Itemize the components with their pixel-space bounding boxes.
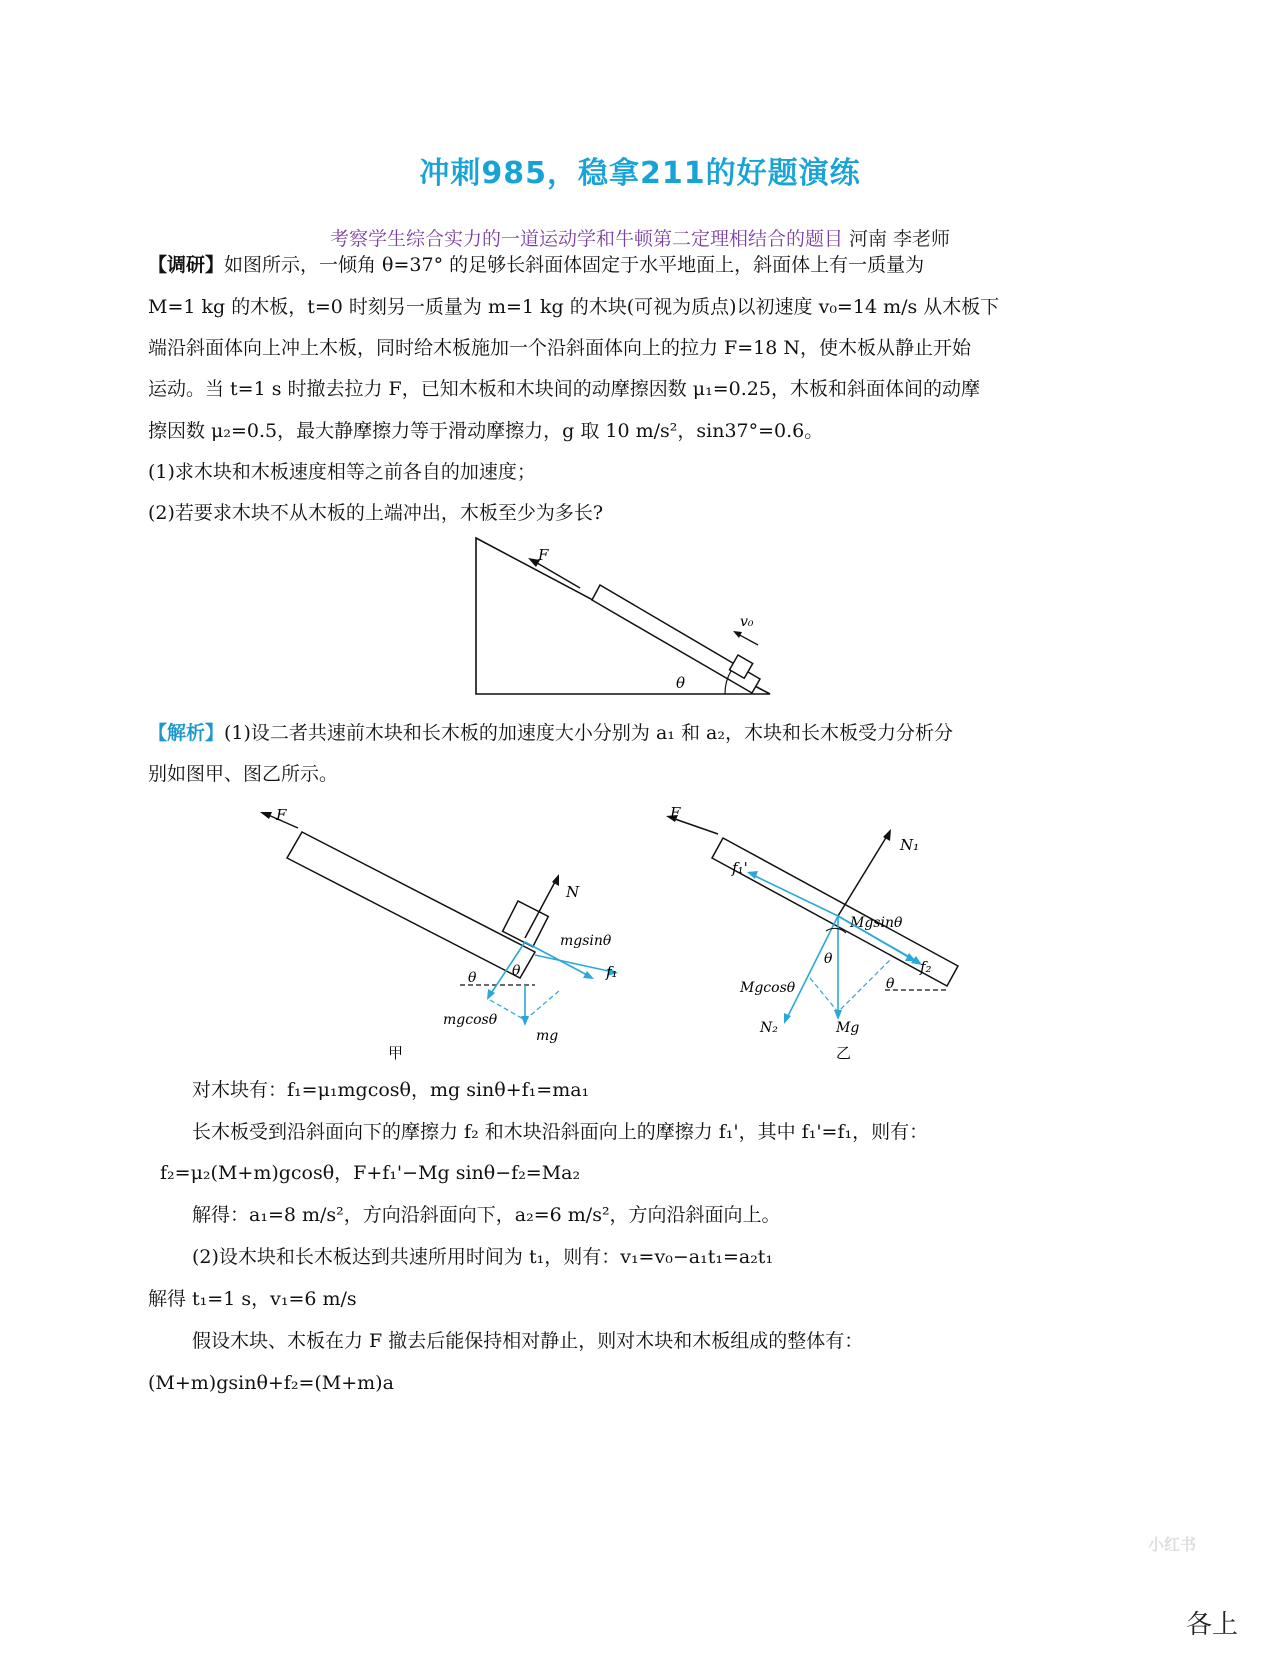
- solution-result-6: 解得 t₁=1 s，v₁=6 m/s: [148, 1288, 357, 1310]
- solution-line-1: 【解析】(1)设二者共速前木块和长木板的加速度大小分别为 a₁ 和 a₂，木块和长木板受力分析分: [148, 722, 953, 744]
- problem-line-5: 擦因数 μ₂=0.5，最大静摩擦力等于滑动摩擦力，g 取 10 m/s²，sin37°=0.6。: [148, 420, 824, 442]
- force-F-arrow: [532, 560, 580, 588]
- label-Mg-yi: Mg: [836, 1020, 860, 1036]
- label-f2-yi: f₂: [920, 958, 932, 976]
- problem-tag: 【调研】: [148, 254, 225, 276]
- solution-line-2: 别如图甲、图乙所示。: [148, 763, 339, 785]
- question-1: (1)求木块和木板速度相等之前各自的加速度；: [148, 461, 536, 483]
- solution-text-7: 假设木块、木板在力 F 撤去后能保持相对静止，则对木块和木板组成的整体有：: [192, 1330, 864, 1352]
- label-mgcos-jia: mgcosθ: [443, 1012, 498, 1028]
- force-N1-yi: [838, 836, 887, 916]
- label-f1-jia: f₁: [606, 963, 618, 981]
- label-theta1-jia: θ: [468, 970, 477, 986]
- label-N-jia: N: [566, 883, 580, 901]
- velocity-v0-arrowhead: [733, 631, 742, 638]
- label-N2-yi: N₂: [760, 1020, 778, 1036]
- subtitle-author: 河南 李老师: [849, 228, 951, 250]
- label-theta2-yi: θ: [886, 976, 895, 992]
- force-f1-jia: [535, 955, 613, 972]
- label-Mgsin-yi: Mgsinθ: [850, 915, 903, 931]
- question-2: (2)若要求木块不从木板的上端冲出，木板至少为多长?: [148, 502, 604, 524]
- label-Mgcos-yi: Mgcosθ: [740, 980, 796, 996]
- label-f1p-yi: f₁': [732, 859, 748, 877]
- solution-eq-8: (M+m)gsinθ+f₂=(M+m)a: [148, 1372, 394, 1394]
- solution-result-4: 解得：a₁=8 m/s²，方向沿斜面向下，a₂=6 m/s²，方向沿斜面向上。: [192, 1204, 781, 1226]
- solution-eq-1: 对木块有：f₁=μ₁mgcosθ，mg sinθ+f₁=ma₁: [192, 1079, 590, 1101]
- label-mgsin-jia: mgsinθ: [560, 933, 612, 949]
- problem-line-4: 运动。当 t=1 s 时撤去拉力 F，已知木板和木块间的动摩擦因数 μ₁=0.25，木板和斜面体间的动摩: [148, 378, 980, 400]
- page-title: 冲刺985，稳拿211的好题演练: [419, 156, 861, 191]
- label-theta2-jia: θ: [512, 963, 521, 979]
- incline-figure: [440, 530, 800, 730]
- figure-jia: [250, 800, 650, 1070]
- problem-line-2: M=1 kg 的木板，t=0 时刻另一质量为 m=1 kg 的木块(可视为质点)以初速度 v₀=14 m/s 从木板下: [148, 296, 1000, 318]
- label-F-jia: F: [276, 806, 287, 824]
- label-N1-yi: N₁: [900, 836, 920, 854]
- watermark-text: 各上: [1186, 1610, 1239, 1640]
- label-mg-jia: mg: [536, 1028, 559, 1044]
- decomposition-dashed-yi: [810, 960, 890, 1012]
- label-theta: θ: [676, 674, 686, 692]
- solution-eq-3: f₂=μ₂(M+m)gcosθ，F+f₁'−Mg sinθ−f₂=Ma₂: [160, 1162, 581, 1184]
- solution-text-2: 长木板受到沿斜面向下的摩擦力 f₂ 和木块沿斜面向上的摩擦力 f₁'，其中 f₁'=f₁，则有：: [192, 1121, 929, 1143]
- solution-part2-5: (2)设木块和长木板达到共速所用时间为 t₁，则有：v₁=v₀−a₁t₁=a₂t₁: [192, 1246, 774, 1268]
- label-v0: v₀: [740, 614, 754, 630]
- figure-yi: [660, 800, 1020, 1070]
- solution-tag: 【解析】: [148, 722, 225, 744]
- label-theta1-yi: θ: [824, 951, 833, 967]
- plank-jia: [287, 832, 535, 978]
- watermark-logo: 小红书: [1148, 1535, 1197, 1554]
- label-F-yi: F: [670, 804, 681, 822]
- caption-jia: 甲: [388, 1044, 404, 1062]
- problem-line-1: 【调研】如图所示，一倾角 θ=37° 的足够长斜面体固定于水平地面上，斜面体上有一质量为: [148, 254, 925, 276]
- caption-yi: 乙: [836, 1044, 852, 1062]
- problem-line-3: 端沿斜面体向上冲上木板，同时给木板施加一个沿斜面体向上的拉力 F=18 N，使木板从静止开始: [148, 337, 971, 359]
- label-F: F: [538, 546, 549, 564]
- subtitle-main: 考察学生综合实力的一道运动学和牛顿第二定理相结合的题目: [329, 228, 843, 250]
